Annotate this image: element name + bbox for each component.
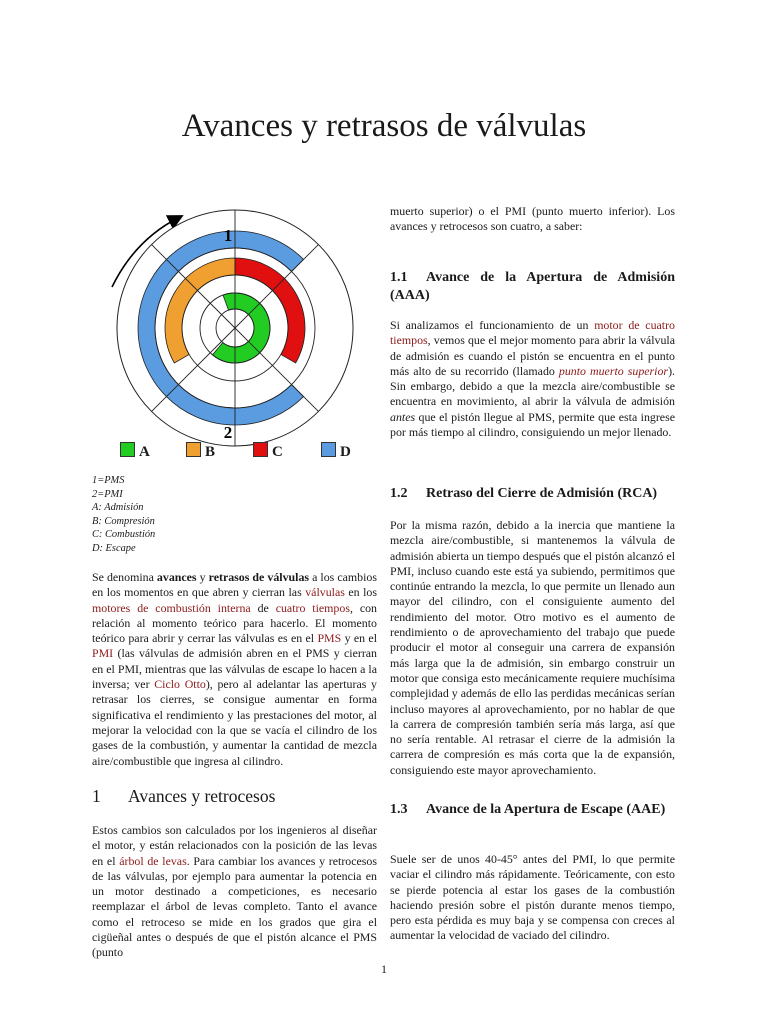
section-1-2-paragraph: Por la misma razón, debido a la inercia que mantiene la mezcla aire/combustible, si mantenemos la válvula de admisión abierta un tiempo después que el pistón alcanzó el PMI, incluso cuando este está ya subiendo, permitimos que continúe entrando la mezcla, lo que permite un llenado aun mayor del cilindro, con el consiguiente aumento del rendimiento del motor. Otro motivo es el aumento de rendimiento o de aprovechamiento del trabajo que puede producir el motor al conseguir una carrera de expansión más larga que la de admisión, sin embargo construir un motor que consiga esto mecánicamente requiere muchísima complejidad y además de ello las perdidas mecánicas serían incluso mayores al aprovechamiento, por no hablar de que la carrera de compresión también sería más larga, así que no sería rentable. Al retrasar el cierre de la admisión la carrera de compresión es más corta que la de expansión, consiguiendo este mayor aprovechamiento. (390, 518, 675, 777)
page-number: 1 (381, 962, 387, 976)
legend-item-b: B (186, 442, 215, 461)
link-arbol-levas[interactable]: árbol de levas (119, 853, 187, 868)
diagram-legend (120, 442, 380, 460)
key-line: B: Compresión (92, 515, 155, 527)
link-ciclo-otto[interactable]: Ciclo Otto (154, 677, 206, 692)
right-continuation: muerto superior) o el PMI (punto muerto inferior). Los avances y retrocesos son cuatro, a saber: (390, 204, 675, 234)
key-line: C: Combustión (92, 529, 156, 540)
link-cuatro-tiempos[interactable]: cuatro tiempos (275, 600, 350, 615)
legend-swatch-b (186, 442, 201, 457)
section-1-paragraph: Estos cambios son calculados por los ingenieros al diseñar el motor, y están relacionados con la posición de las levas en el árbol de levas. Para cambiar los avances y retrocesos de las válvulas, por ejemplo para aumentar la potencia en un motor destinado a competiciones, es necesario reemplazar el árbol de levas completo. Tanto el avance como el retroceso se mide en los grados que gira el cigüeñal antes o después de que el pistón alcance el PMS (punto (92, 823, 377, 960)
label-pms: 1 (223, 226, 233, 245)
intro-paragraph: Se denomina avances y retrasos de válvulas a los cambios en los momentos en que abren y cierran las válvulas en los motores de combustión interna de cuatro tiempos, con relación al momento teórico para hacerlo. El momento teórico para abrir y cerrar las válvulas es en el PMS y en el PMI (las válvulas de admisión abren en el PMS y cierran en el PMI, mientras que las válvulas de escape lo hacen a la inversa; ver Ciclo Otto), pero al adelantar las aperturas y retrasar los cierres, se consigue aumentar en forma significativa el rendimiento y las prestaciones del motor, al mejorar la velocidad con la que se vacía el cilindro de los gases de la combustión, y aumentar la cantidad de mezcla aire/combustible que ingresa al cilindro. (92, 570, 377, 768)
section-1-3-paragraph: Suele ser de unos 40-45° antes del PMI, lo que permite vaciar el cilindro más rápidamente. Teóricamente, con esto se pierde potencia al estar los gases de la combustión haciendo presión sobre el pistón durante menos tiempo, pero esta pérdida es muy baja y se compensa con creces al aumentar la velocidad de vaciado del cilindro. (390, 852, 675, 943)
valve-timing-diagram (100, 205, 370, 470)
legend-item-d: D (321, 442, 351, 461)
section-1-3-heading: 1.3 Avance de la Apertura de Escape (AAE) (390, 802, 666, 817)
section-1-1-heading: 1.1 Avance de la Apertura de Admisión (AAA) (390, 270, 675, 303)
link-pms[interactable]: PMS (317, 631, 342, 646)
link-valvulas[interactable]: válvulas (305, 585, 345, 600)
link-pmi[interactable]: PMI (92, 646, 114, 661)
key-line: 1=PMS (92, 475, 125, 486)
key-line: 2=PMI (92, 488, 123, 500)
link-motor-cuatro-tiempos[interactable]: motor de cuatro tiempos (390, 318, 676, 348)
link-motores-combustion[interactable]: motores de combustión interna (92, 600, 251, 615)
diagram-key (92, 474, 155, 555)
section-1-1-paragraph: Si analizamos el funcionamiento de un motor de cuatro tiempos, vemos que el mejor momento para abrir la válvula de admisión es cuando el pistón se encuentra en el punto más alto de su recorrido (llamado punto muerto superior). Sin embargo, debido a que la mezcla aire/combustible se encuentra en movimiento, al abrir la válvula de admisión antes que el pistón llegue al PMS, permite que esta ingrese por más tiempo al cilindro, consiguiendo un mejor llenado. (390, 318, 676, 440)
key-line: A: Admisión (92, 502, 144, 513)
section-1-2-heading: 1.2 Retraso del Cierre de Admisión (RCA) (390, 486, 658, 501)
section-1-heading: 1 Avances y retrocesos (92, 786, 276, 806)
legend-item-c: C (253, 442, 283, 461)
legend-swatch-a (120, 442, 135, 457)
page-title: Avances y retrasos de válvulas (181, 108, 587, 144)
legend-swatch-c (253, 442, 268, 457)
key-line: D: Escape (92, 542, 136, 554)
legend-swatch-d (321, 442, 336, 457)
label-pmi: 2 (223, 423, 233, 442)
legend-item-a: A (120, 442, 150, 461)
link-punto-muerto-superior[interactable]: punto muerto superior (558, 363, 669, 378)
